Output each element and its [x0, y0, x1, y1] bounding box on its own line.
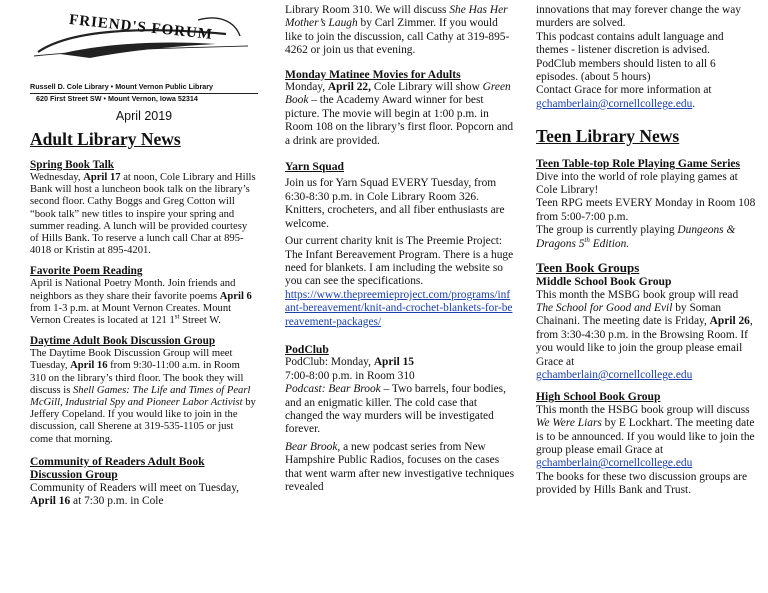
- teen-book-groups-title: Teen Book Groups: [536, 260, 640, 276]
- podclub-episodes: PodClub members should listen to all 6 episodes. (about 5 hours): [536, 57, 716, 84]
- email-link-high-school[interactable]: gchamberlain@cornellcollege.edu: [536, 457, 693, 470]
- poem-reading-text: April is National Poetry Month. Join friends and neighbors as they share their favorite poems April 6 from 1-3 p.m. at Mount Vernon Creates. Mount Vernon Creates is located at 121 1st Street W.: [30, 278, 252, 327]
- book-groups-sponsor: The books for these two discussion groups are provided by Hills Bank and Trust.: [536, 470, 748, 497]
- email-link-podclub[interactable]: gchamberlain@cornellcollege.edu: [536, 97, 693, 110]
- preemie-project-link[interactable]: https://www.thepreemieproject.com/programs/infant-bereavement/knit-and-crochet-blankets-for-bereavement-packages/: [285, 288, 513, 328]
- library-line: Russell D. Cole Library • Mount Vernon Public Library: [30, 82, 258, 94]
- middle-school-group-text: This month the MSBG book group will read The School for Good and Evil by Soman Chainani. The meeting date is Friday, April 26, from 3:30-4:30 p.m. in the Browsing Room. If you would like to join the group please email Grace at: [536, 288, 753, 368]
- spring-book-talk-title: Spring Book Talk: [30, 159, 114, 171]
- spring-book-talk-text: Wednesday, April 17 at noon, Cole Library and Hills Bank will host a luncheon book talk on the library’s second floor. Cathy Boggs and Greg Cotton will “book talk” new titles to inspire your spring and summer reading. A lunch will be provided courtesy of Hills Bank. To reserve a lunch call Char at 895-4018 or Kristin at 895-4201.: [30, 172, 256, 257]
- yarn-squad-text: Join us for Yarn Squad EVERY Tuesday, from 6:30-8:30 p.m. in Cole Library Room 326. Knitters, crocheters, and all fiber enthusiasts are welcome.: [285, 177, 505, 230]
- teen-news-heading: Teen Library News: [536, 126, 680, 147]
- high-school-group-title: High School Book Group: [536, 390, 661, 404]
- column-events: [285, 4, 515, 494]
- podclub-email-line: gchamberlain@cornellcollege.edu.: [536, 97, 696, 110]
- podclub-time: 7:00-8:00 p.m. in Room 310: [285, 369, 415, 382]
- rpg-current-game: The group is currently playing Dungeons & Dragons 5th Edition.: [536, 224, 736, 250]
- rpg-series-title: Teen Table-top Role Playing Game Series: [536, 157, 741, 171]
- podclub-contact: Contact Grace for more information at: [536, 84, 712, 97]
- podclub-podcast-text: Podcast: Bear Brook – Two barrels, four bodies, and an enigmatic killer. The cold case that changed the way murders will be investigated forever.: [285, 383, 506, 436]
- podclub-continued: innovations that may forever change the way murders are solved.: [536, 4, 741, 30]
- yarn-squad-title: Yarn Squad: [285, 160, 344, 174]
- podclub-series-text: Bear Brook, a new podcast series from New Hampshire Public Radios, focuses on the cases that went warm after new investigative techniques revealed: [285, 440, 514, 493]
- daytime-group-title: Daytime Adult Book Discussion Group: [30, 335, 216, 348]
- charity-knit-text: Our current charity knit is The Preemie Project: The Infant Bereavement Program. There is a huge need for blankets. I am including the website so you can see the specifications.: [285, 235, 514, 288]
- daytime-group-text: The Daytime Book Discussion Group will meet Tuesday, April 16 from 9:30-11:00 a.m. in Room 310 on the library’s third floor. The book they will discuss is Shell Games: The Life and Times of Pearl McGill, Industrial Spy and Pioneer Labor Activist by Jeffery Copeland. If you would like to join in the discussion, call Sherene at 319-535-1105 or just come that morning.: [30, 348, 256, 445]
- masthead-swoosh: [30, 0, 258, 82]
- column-adult-news: [30, 0, 258, 508]
- rpg-intro: Dive into the world of role playing games at Cole Library!: [536, 170, 738, 197]
- community-readers-title: Community of Readers Adult Book Discussion Group: [30, 454, 205, 482]
- rpg-schedule: Teen RPG meets EVERY Monday in Room 108 from 5:00-7:00 p.m.: [536, 197, 756, 223]
- masthead-title: FRIEND'S FORUM: [68, 12, 214, 44]
- matinee-title: Monday Matinee Movies for Adults: [285, 67, 461, 81]
- matinee-text: Monday, April 22, Cole Library will show Green Book – the Academy Award winner for best picture. The movie will begin at 1:00 p.m. in Room 108 on the library’s first floor. Popcorn and a drink are provided.: [285, 81, 514, 147]
- issue-date: April 2019: [115, 109, 173, 123]
- podclub-title: PodClub: [285, 342, 329, 356]
- address-line: 620 First Street SW • Mount Vernon, Iowa 52314: [36, 94, 198, 103]
- podclub-date: PodClub: Monday, April 15: [285, 356, 414, 369]
- email-link-middle-school[interactable]: gchamberlain@cornellcollege.edu: [536, 368, 693, 381]
- high-school-group-text: This month the HSBG book group will discuss We Were Liars by E Lockhart. The meeting date is to be announced. If you would like to join the group please email Grace at: [536, 403, 755, 456]
- column-teen-news: [536, 4, 758, 498]
- masthead-logo: [30, 0, 258, 82]
- adult-news-heading: Adult Library News: [30, 129, 181, 149]
- community-readers-continued: Library Room 310. We will discuss She Has Her Mother’s Laugh by Carl Zimmer. If you would like to join the discussion, call Cathy at 319-895-4262 or join us that evening.: [285, 4, 510, 57]
- middle-school-group-title: Middle School Book Group: [536, 275, 672, 289]
- podclub-advisory: This podcast contains adult language and themes - listener discretion is advised.: [536, 30, 724, 57]
- community-readers-text: Community of Readers will meet on Tuesday, April 16 at 7:30 p.m. in Cole: [30, 481, 240, 508]
- poem-reading-title: Favorite Poem Reading: [30, 265, 143, 278]
